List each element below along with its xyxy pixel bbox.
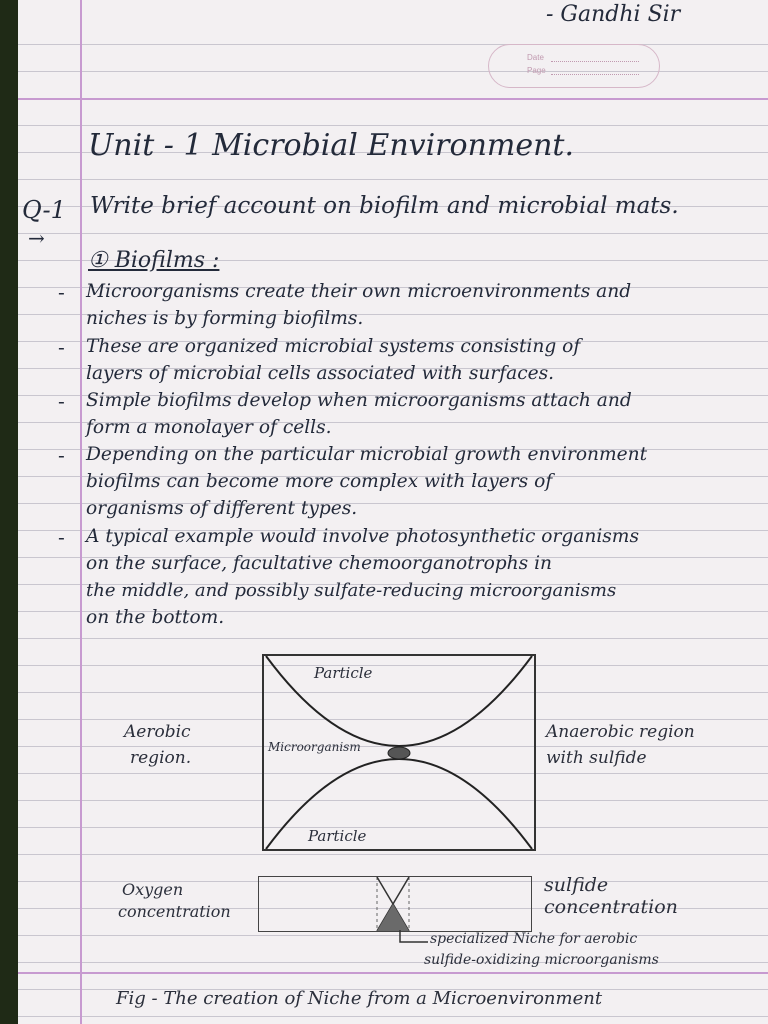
bullet-marker: - [58, 389, 65, 413]
oxygen-label-2: concentration [118, 902, 231, 921]
bullet-line: on the bottom. [86, 607, 225, 628]
notebook-page [18, 0, 768, 1024]
stamp-date-label: Date [527, 53, 544, 62]
bullet-line: on the surface, facultative chemoorganotrophs in [86, 553, 553, 574]
bullet-line: niches is by forming biofilms. [86, 308, 364, 329]
niche-shading [377, 904, 409, 931]
microorganism-label: Microorganism [268, 740, 361, 754]
bullet-line: Microorganisms create their own microenvironments and [86, 281, 632, 302]
question-text: Write brief account on biofilm and microbial mats. [90, 193, 679, 219]
bullet-line: the middle, and possibly sulfate-reducing microorganisms [86, 580, 617, 601]
bullet-line: layers of microbial cells associated with surfaces. [86, 363, 555, 384]
concentration-box [258, 876, 532, 932]
section-heading: ① Biofilms : [88, 248, 220, 273]
stamp-page-label: Page [527, 66, 546, 75]
bullet-marker: - [58, 443, 65, 467]
microorganism-blob [388, 747, 410, 759]
sulfide-label-1: sulfide [544, 874, 609, 896]
bullet-line: A typical example would involve photosynthetic organisms [86, 526, 639, 547]
particle-bottom-label: Particle [308, 827, 367, 845]
bullet-line: organisms of different types. [86, 498, 358, 519]
anaerobic-label-2: with sulfide [546, 748, 647, 768]
niche-label-2: sulfide-oxidizing microorganisms [424, 952, 659, 968]
author-signature: - Gandhi Sir [546, 2, 681, 27]
bottom-rule [18, 972, 768, 974]
niche-label-1: specialized Niche for aerobic [430, 931, 638, 947]
top-rule [18, 98, 768, 100]
bullet-marker: - [58, 525, 65, 549]
figure-caption: Fig - The creation of Niche from a Microenvironment [116, 988, 603, 1009]
question-number: Q-1 [22, 196, 66, 224]
aerobic-label-2: region. [130, 748, 192, 768]
page-title: Unit - 1 Microbial Environment. [88, 128, 575, 163]
margin-line [80, 0, 82, 1024]
bullet-line: form a monolayer of cells. [86, 417, 332, 438]
bullet-line: These are organized microbial systems consisting of [86, 336, 581, 357]
sulfide-label-2: concentration [544, 896, 678, 918]
gradient-cross [259, 877, 531, 931]
question-arrow-icon: → [28, 226, 45, 250]
oxygen-label-1: Oxygen [122, 880, 184, 899]
date-page-stamp [488, 44, 660, 88]
niche-pointer [398, 930, 428, 946]
aerobic-label-1: Aerobic [124, 722, 191, 742]
bullet-line: Simple biofilms develop when microorganisms attach and [86, 390, 632, 411]
bullet-line: biofilms can become more complex with layers of [86, 471, 553, 492]
particle-top-label: Particle [314, 664, 373, 682]
bullet-marker: - [58, 280, 65, 304]
bullet-line: Depending on the particular microbial growth environment [86, 444, 648, 465]
anaerobic-label-1: Anaerobic region [546, 722, 695, 742]
bullet-marker: - [58, 335, 65, 359]
